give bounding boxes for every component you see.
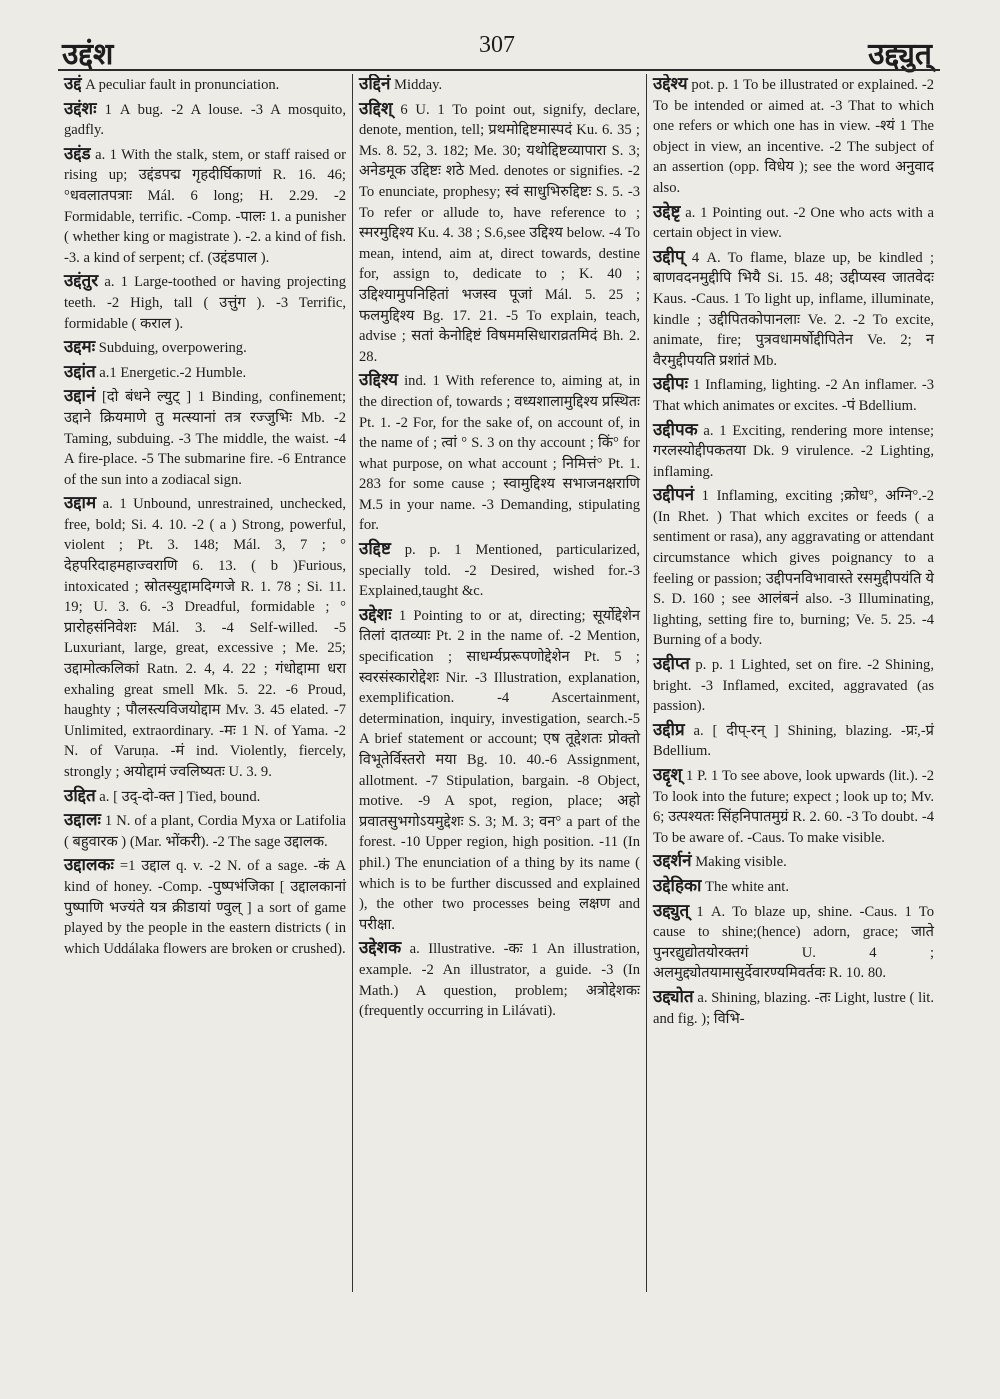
definition-text: a. Illustrative. -कः 1 An illustration, example. -2 An illustrator, a guide. -3 (In Math.) A question, problem; अत्रोद्देशकः (frequently occurring in Lilávati).	[359, 941, 640, 1020]
dictionary-entry	[653, 485, 934, 651]
dictionary-entry	[64, 271, 346, 334]
dictionary-entry	[64, 144, 346, 269]
definition-text: a. 1 Unbound, unrestrained, unchecked, free, bold; Si. 4. 10. -2 ( a ) Strong, powerful, violent ; Pt. 3. 148; Mál. 3, 7 ; ° देहपरिदाहमहाज्वराणि 6. 13. ( b )Furious, intoxicated ; स्रोतस्युद्दामदिग्गजे R. 1. 78 ; Si. 11. 19; U. 3. 6. -3 Dreadful, formidable ; ° प्रारोहसंनिवेशः Mál. 3. -4 Self-willed. -5 Luxuriant, large, great, excessive ; Me. 25; उद्दामोत्कलिकां Ratn. 2. 4, 4. 22 ; गंधोद्दामा धरा exhaling great smell Mk. 5. 22. -6 Proud, haughty ; पौलस्त्यविजयोद्दाम Mv. 3. 45 elated. -7 Unlimited, extraordinary. -मः 1 N. of Yama. -2 N. of Varuṇa. -मं ind. Violently, fiercely, strongly ; अयोद्दामं ज्वलिष्यतः U. 3. 9.	[64, 496, 346, 780]
dictionary-entry	[653, 202, 934, 244]
definition-text: 6 U. 1 To point out, signify, declare, denote, mention, tell; प्रथमोद्दिष्टमास्पदं Ku. 6. 35 ; Ms. 8. 52, 3. 182; Me. 30; यथोद्दिष्टव्यापारा S. 3; अनेडमूक उद्दिष्टः शठे Med. denotes or signifies. -2 To enunciate, prophesy; स्वं साधुभिरुद्दिष्टः S. 5. -3 To refer or allude to, have reference to ; स्मरमुद्दिश्य Ku. 4. 38 ; S.6,see उद्दिश्य below. -4 To mean, intend, aim at, direct towards, destine for, assign to, dedicate to ; K. 40 ; उद्दिश्यामुपनिहितां भजस्व पूजां Mál. 5. 25 ; फलमुद्दिश्य Bg. 17. 21. -5 To explain, teach, advise ; सतां केनोद्दिष्टं विषममसिधाराव्रतमिदं Bh. 2. 28.	[359, 101, 640, 365]
columns	[58, 74, 942, 1292]
dictionary-entry	[359, 370, 640, 536]
definition-text: a. [ दीप्-रन् ] Shining, blazing. -प्रः,-प्रं Bdellium.	[653, 722, 934, 760]
column-2	[352, 74, 646, 1292]
headword: उद्देशः	[359, 604, 392, 625]
headword: उद्दीपनं	[653, 485, 695, 506]
headword: उद्दालकः	[64, 855, 114, 876]
headword: उद्दिश्	[359, 98, 393, 119]
running-header	[62, 26, 932, 72]
definition-text: Midday.	[390, 77, 443, 93]
headword: उद्दांत	[64, 361, 96, 382]
column-1	[58, 74, 352, 1292]
headword: उद्दित	[64, 785, 96, 806]
dictionary-entry	[653, 851, 934, 873]
dictionary-entry	[653, 247, 934, 372]
dictionary-entry	[359, 74, 640, 96]
headword: उद्दाम	[64, 493, 97, 514]
headword: उद्दंतुर	[64, 271, 99, 292]
headword: उद्दंशः	[64, 98, 97, 119]
headword: उद्दीपः	[653, 374, 689, 395]
left-guide-word: उद्दंश	[62, 37, 114, 72]
headword: उद्दर्शनं	[653, 851, 692, 872]
headword: उद्दालः	[64, 810, 101, 831]
definition-text: The white ant.	[701, 878, 789, 895]
dictionary-entry	[359, 605, 640, 936]
headword: उद्दिनं	[359, 74, 391, 94]
definition-text: =1 उद्दाल q. v. -2 N. of a sage. -कं A kind of honey. -Comp. -पुष्पभंजिका [ उद्दालकानां पुष्पाणि भज्यंते यत्र क्रीडायां ण्वुल् ] a sort of game played by the people in the eastern districts ( in which Uddálaka flowers are broken or crushed).	[64, 858, 346, 957]
definition-text: 1 Pointing to or at, directing; सूर्योद्देशेन तिलां दातव्याः Pt. 2 in the name of. -2 Mention, specification ; साधर्म्यप्ररूपणोद्देशेन Pt. 5 ; स्वरसंस्कारोद्देशः Nir. -3 Illustration, explanation, exemplification. -4 Ascertainment, determination, inquiry, investigation, search.-5 A brief statement or account; एष तूद्देशतः प्रोक्तो विभूतेर्विस्तरो मया Bg. 10. 40.-6 Assignment, allotment. -7 Stipulation, bargain. -8 Object, motive. -9 A spot, region, place; अहो प्रवातसुभगोऽयमुद्देशः S. 3; M. 3; वन° a part of the forest. -10 Upper region, high position. -11 (In phil.) The enunciation of a thing by its name ( which is to be further discussed and explained ), the other two processes being लक्षण and परीक्षा.	[359, 607, 640, 933]
dictionary-entry	[64, 74, 346, 96]
headword: उद्दिष्ट	[359, 539, 391, 560]
definition-text: a. 1 Large-toothed or having projecting teeth. -2 High, tall ( उत्तुंग ). -3 Terrific, formidable ( कराल ).	[64, 274, 346, 332]
dictionary-entry	[359, 539, 640, 602]
definition-text: p. p. 1 Lighted, set on fire. -2 Shining, bright. -3 Inflamed, excited, aggravated (as passion).	[653, 657, 934, 715]
definition-text: Subduing, overpowering.	[95, 340, 247, 357]
dictionary-entry	[359, 99, 640, 368]
definition-text: a. 1 With the stalk, stem, or staff raised or rising up; उद्दंडपद्म गृहदीर्घिकाणां R. 16. 46; °धवलातपत्राः Mál. 6 long; H. 2.29. -2 Formidable, terrific. -Comp. -पालः 1. a punisher ( whether king or magistrate ). -2. a kind of fish. -3. a kind of serpent; cf. (उद्दंडपाल ).	[64, 146, 346, 266]
definition-text: 4 A. To flame, blaze up, be kindled ; बाणवदनमुद्दीपि भियै Si. 15. 48; उद्दीप्यस्व जातवेदः Kaus. -Caus. 1 To light up, inflame, illuminate, kindle ; उद्दीपितकोपानलाः Ve. 2. -2 To excite, animate, fire; पुत्रवधामर्षोद्दीपितेन Ve. 2; न वैरमुद्दीपयति प्रशांतं Mb.	[653, 249, 934, 369]
headword: उद्देश्य	[653, 74, 688, 94]
dictionary-entry	[653, 876, 934, 898]
headword: उद्दंड	[64, 143, 91, 164]
dictionary-entry	[64, 337, 346, 359]
header-rule	[58, 69, 940, 71]
column-3	[646, 74, 940, 1292]
dictionary-entry	[653, 720, 934, 762]
headword: उद्दिश्य	[359, 370, 399, 391]
definition-text: 1 N. of a plant, Cordia Myxa or Latifolia ( बहुवारक ) (Mar. भोंकरी). -2 The sage उद्दालक.	[64, 813, 346, 850]
page-number: 307	[479, 32, 515, 58]
headword: उद्दानं	[64, 386, 96, 407]
definition-text: p. p. 1 Mentioned, particularized, specially told. -2 Desired, wished for.-3 Explained,taught &c.	[359, 542, 640, 600]
definition-text: a. [ उद्-दो-क्त ] Tied, bound.	[95, 788, 261, 805]
dictionary-entry	[653, 374, 934, 416]
headword: उद्दीपक	[653, 419, 698, 440]
headword: उद्दीप्	[653, 246, 685, 267]
dictionary-entry	[653, 987, 934, 1029]
definition-text: a. Shining, blazing. -तः Light, lustre ( lit. and fig. ); विभि-	[653, 989, 934, 1027]
definition-text: 1 Inflaming, exciting ;क्रोध°, अग्नि°.-2 (In Rhet. ) That which excites or feeds ( a sentiment or rasa), any aggravating or attendant circumstance which gives poignancy to a feeling or passion; उद्दीपनविभावास्ते रसमुद्दीपयंति ये S. D. 160 ; see आलंबनं also. -3 Illuminating, lighting, setting fire to, burning; Ve. 5. 25. -4 Burning of a body.	[653, 488, 934, 649]
dictionary-entry	[64, 493, 346, 782]
headword: उद्दीप्त	[653, 654, 690, 675]
headword: उद्देष्टृ	[653, 201, 681, 222]
definition-text: a.1 Energetic.-2 Humble.	[95, 364, 247, 381]
headword: उद्देहिका	[653, 875, 702, 896]
headword: उद्द्युत्	[653, 900, 690, 921]
dictionary-entry	[359, 938, 640, 1021]
dictionary-entry	[64, 362, 346, 384]
definition-text: [दो बंधने ल्युट् ] 1 Binding, confinement; उद्दाने क्रियमाणे तु मत्स्यानां तत्र रज्जुभिः Mb. -2 Taming, subduing. -3 The middle, the waist. -4 A fire-place. -5 The submarine fire. -6 Entrance of the sun into a zodiacal sign.	[64, 389, 346, 488]
dictionary-entry	[64, 810, 346, 852]
headword: उद्दीप्र	[653, 719, 685, 740]
dictionary-entry	[653, 420, 934, 483]
definition-text: 1 A. To blaze up, shine. -Caus. 1 To cause to shine;(hence) adorn, grace; जाते पुनरद्युद्योतयोरक्तगं U. 4 ; अलमुद्द्योतयामासुर्देवारण्यमिवर्तवः R. 10. 80.	[653, 903, 934, 982]
dictionary-entry	[653, 765, 934, 848]
definition-text: 1 A bug. -2 A louse. -3 A mosquito, gadfly.	[64, 101, 346, 139]
definition-text: pot. p. 1 To be illustrated or explained. -2 To be intended or aimed at. -3 That to which one refers or which one has in view. -श्यं 1 The object in view, an incentive. -2 The subject of an assertion (opp. विधेय ); see the word अनुवाद also.	[653, 77, 934, 196]
dictionary-entry	[653, 654, 934, 717]
headword: उद्दं	[64, 74, 82, 94]
definition-text: Making visible.	[691, 854, 787, 871]
headword: उद्दमः	[64, 337, 96, 358]
definition-text: 1 Inflaming, lighting. -2 An inflamer. -3 That which animates or excites. -पं Bdellium.	[653, 377, 934, 414]
dictionary-entry	[64, 99, 346, 141]
definition-text: A peculiar fault in pronunciation.	[81, 77, 280, 93]
dictionary-entry	[64, 786, 346, 808]
right-guide-word: उद्द्युत्	[868, 37, 932, 72]
definition-text: a. 1 Exciting, rendering more intense; गरलस्योद्दीपकतया Dk. 9 virulence. -2 Lighting, inflaming.	[653, 422, 934, 480]
definition-text: ind. 1 With reference to, aiming at, in the direction of, towards ; वध्यशालामुद्दिश्य प्रस्थितः Pt. 1. -2 For, for the sake of, on account of, in the name of ; त्वां ° S. 3 on thy account ; किं° for what purpose, on what account ; निमित्तं° Pt. 1. 283 for some cause ; स्वामुद्दिश्य सभाजनक्षराणि M.5 in your name. -3 Demanding, stipulating for.	[359, 373, 640, 534]
definition-text: 1 P. 1 To see above, look upwards (lit.). -2 To look into the future; expect ; look up to; Mv. 6; उत्पश्यतः सिंहनिपातमुग्रं R. 2. 60. -3 To doubt. -4 To be aware of. -Caus. To make visible.	[653, 768, 934, 846]
dictionary-entry	[653, 74, 934, 199]
dictionary-entry	[64, 386, 346, 490]
headword: उद्द्योत	[653, 986, 694, 1007]
definition-text: a. 1 Pointing out. -2 One who acts with a certain object in view.	[653, 204, 934, 242]
headword: उद्दृश्	[653, 765, 683, 785]
dictionary-entry	[653, 901, 934, 984]
headword: उद्देशक	[359, 938, 402, 959]
dictionary-entry	[64, 855, 346, 959]
